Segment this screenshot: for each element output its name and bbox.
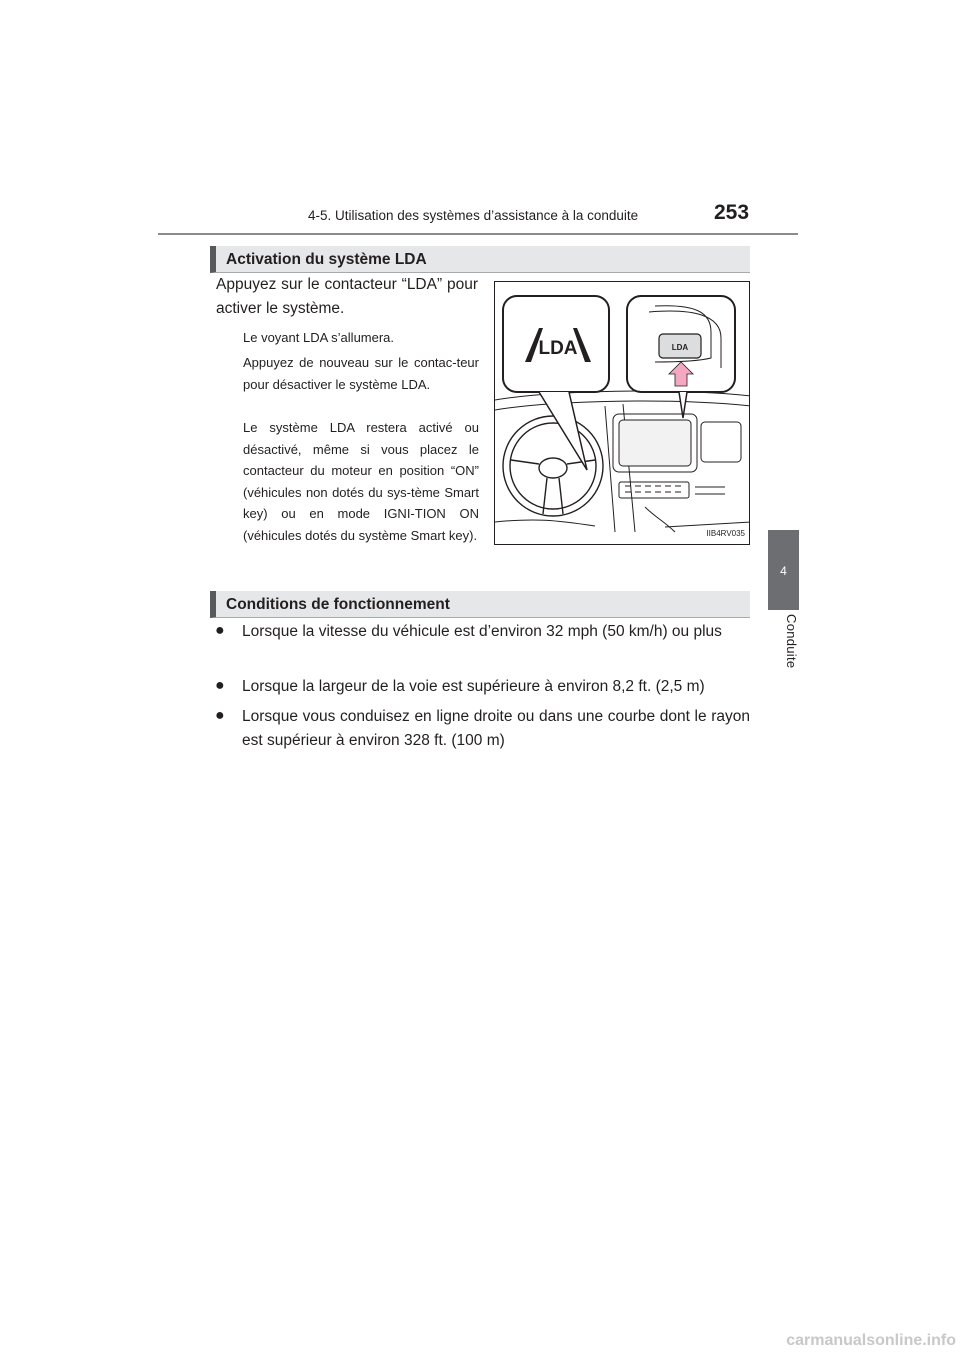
condition-speed	[215, 620, 750, 644]
condition-text: Lorsque vous conduisez en ligne droite ou dans une courbe dont le rayon est supérieur à environ 328 ft. (100 m)	[242, 708, 750, 749]
activation-instruction: Appuyez sur le contacteur “LDA” pour activer le système.	[216, 276, 478, 317]
lda-switch-label: LDA	[671, 343, 689, 352]
chapter-title: 4-5. Utilisation des systèmes d’assistance à la conduite	[308, 208, 639, 223]
note-state-memory: Le système LDA restera activé ou désactivé, même si vous placez le contacteur du moteur en position “ON” (véhicules non dotés du sys-tème Smart key) ou en mode IGNI-TION ON (véhicules dotés du système Smart key).	[243, 420, 479, 543]
note-deactivate: Appuyez de nouveau sur le contac-teur pour désactiver le système LDA.	[243, 355, 479, 392]
watermark: carmanualsonline.info	[786, 1332, 956, 1349]
lda-indicator-icon: LDA	[538, 338, 578, 359]
bullet-icon: ●	[215, 677, 225, 694]
page-number: 253	[714, 201, 750, 224]
bullet-icon: ●	[215, 622, 225, 639]
bullet-icon: ●	[215, 707, 225, 724]
header-rule	[158, 233, 798, 235]
dashboard-drawing	[495, 282, 750, 545]
section-heading-lda-activation: Activation du système LDA	[210, 246, 750, 273]
figure-code: IIB4RV035	[706, 529, 745, 538]
steering-wheel	[503, 416, 603, 516]
chapter-side-label: Conduite	[784, 614, 799, 669]
switch-callout	[627, 296, 735, 418]
note-indicator-on: Le voyant LDA s’allumera.	[243, 330, 395, 345]
condition-curve-radius	[215, 705, 750, 753]
chapter-number: 4	[780, 564, 787, 578]
section-heading-operating-conditions: Conditions de fonctionnement	[210, 591, 750, 618]
dashboard-illustration	[494, 281, 750, 545]
chapter-side-tab	[768, 530, 799, 610]
condition-lane-width	[215, 675, 750, 699]
indicator-callout	[503, 296, 609, 470]
condition-text: Lorsque la largeur de la voie est supérieure à environ 8,2 ft. (2,5 m)	[242, 678, 705, 695]
condition-text: Lorsque la vitesse du véhicule est d’environ 32 mph (50 km/h) ou plus	[242, 623, 722, 640]
